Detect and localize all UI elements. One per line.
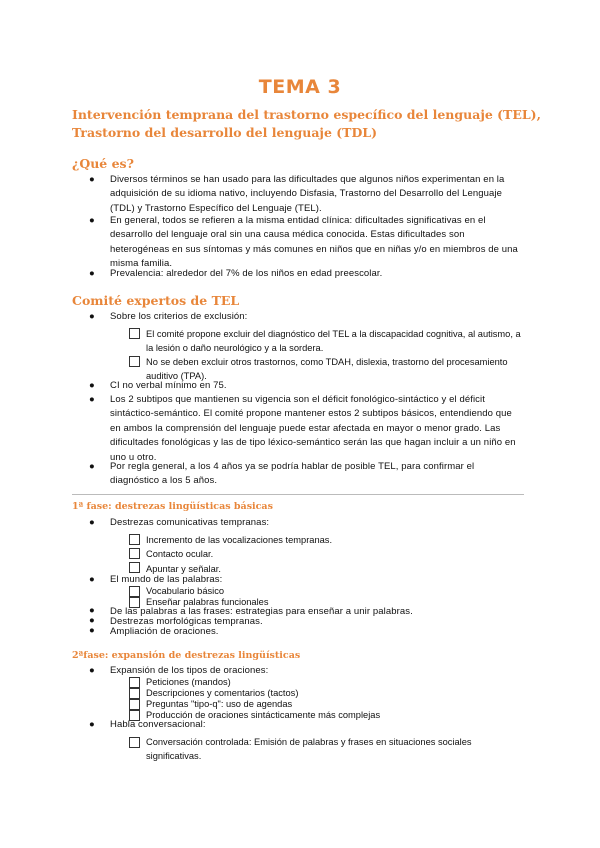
list-item: CI no verbal mínimo en 75. [110, 380, 227, 391]
page-title: TEMA 3 [258, 76, 342, 98]
bullet-icon: ● [89, 605, 95, 616]
checkbox[interactable] [129, 562, 140, 573]
bullet-icon: ● [89, 380, 95, 391]
bullet-icon: ● [89, 574, 95, 585]
bullet-icon: ● [89, 665, 95, 676]
checkbox[interactable] [129, 586, 140, 597]
checkbox-label: El comité propone excluir del diagnóstico del TEL a la discapacidad cognitiva, al autismo, a la lesión o daño neurológico y a la sordera. [146, 329, 521, 353]
list-item: De las palabras a las frases: estrategias para enseñar a unir palabras. [110, 606, 413, 617]
list-item: Por regla general, a los 4 años ya se podría hablar de posible TEL, para confirmar el diagnóstico a los 5 años. [110, 461, 475, 487]
checkbox[interactable] [129, 677, 140, 688]
heading-que-es: ¿Qué es? [72, 156, 134, 171]
bullet-icon: ● [89, 394, 95, 405]
heading-fase-1: 1ª fase: destrezas lingüísticas básicas [72, 501, 273, 512]
heading-comite: Comité expertos de TEL [72, 293, 240, 308]
list-item: Destrezas comunicativas tempranas: [110, 517, 270, 528]
checkbox-label: No se deben excluir otros trastornos, como TDAH, dislexia, trastorno del procesamiento auditivo (TPA). [146, 357, 508, 381]
checkbox[interactable] [129, 328, 140, 339]
checkbox-label: Vocabulario básico [146, 586, 225, 596]
list-item: Diversos términos se han usado para las dificultades que algunos niños experimentan en la adquisición de su idioma nativo, incluyendo Disfasia, Trastorno del Desarrollo del Lenguaje (TDL) y Trastorno Específico del Lenguaje (TEL). [110, 174, 505, 214]
subtitle-line-1: Intervención temprana del trastorno específico del lenguaje (TEL), [72, 107, 541, 122]
checkbox-label: Descripciones y comentarios (tactos) [146, 688, 299, 698]
list-item: Los 2 subtipos que mantienen su vigencia son el déficit fonológico-sintáctico y el déficit sintáctico-semántico. El comité propone mantener estos 2 subtipos básicos, entendiendo que en ambos la comprensión del lenguaje puede estar afectada en mayor o menor grado. Las dificultades fonológicas y las de tipo léxico-semántico serán las que hagan incluir a un niño en uno u otro. [110, 394, 516, 463]
list-item: Ampliación de oraciones. [110, 626, 219, 637]
divider [72, 494, 524, 495]
list-item: Expansión de los tipos de oraciones: [110, 665, 269, 676]
subtitle-line-2: Trastorno del desarrollo del lenguaje (TDL) [72, 125, 378, 140]
checkbox-label: Enseñar palabras funcionales [146, 597, 269, 607]
bullet-icon: ● [89, 461, 95, 472]
bullet-icon: ● [89, 215, 95, 226]
checkbox-label: Conversación controlada: Emisión de palabras y frases en situaciones sociales significativas. [146, 737, 472, 761]
checkbox-label: Peticiones (mandos) [146, 677, 231, 687]
list-item: Prevalencia: alrededor del 7% de los niños en edad preescolar. [110, 268, 383, 279]
bullet-icon: ● [89, 625, 95, 636]
checkbox-label: Preguntas "tipo-q": uso de agendas [146, 699, 293, 709]
list-item: En general, todos se refieren a la misma entidad clínica: dificultades significativas en el desarrollo del lenguaje oral sin una causa médica conocida. Estas dificultades son heterogéneas en sus síntomas y más comunes en niños que en niñas y/o en miembros de una misma familia. [110, 215, 518, 270]
checkbox[interactable] [129, 534, 140, 545]
checkbox-label: Producción de oraciones sintácticamente más complejas [146, 710, 381, 720]
list-item: El mundo de las palabras: [110, 574, 223, 585]
checkbox-label: Contacto ocular. [146, 549, 214, 559]
bullet-icon: ● [89, 719, 95, 730]
checkbox[interactable] [129, 356, 140, 367]
bullet-icon: ● [89, 311, 95, 322]
checkbox[interactable] [129, 548, 140, 559]
heading-fase-2: 2ªfase: expansión de destrezas lingüísticas [72, 650, 301, 661]
checkbox[interactable] [129, 688, 140, 699]
list-item: Sobre los criterios de exclusión: [110, 311, 248, 322]
bullet-icon: ● [89, 174, 95, 185]
bullet-icon: ● [89, 517, 95, 528]
checkbox-label: Incremento de las vocalizaciones tempranas. [146, 535, 333, 545]
list-item: Destrezas morfológicas tempranas. [110, 616, 263, 627]
bullet-icon: ● [89, 268, 95, 279]
checkbox[interactable] [129, 699, 140, 710]
checkbox[interactable] [129, 737, 140, 748]
bullet-icon: ● [89, 615, 95, 626]
checkbox-label: Apuntar y señalar. [146, 564, 221, 574]
list-item: Habla conversacional: [110, 719, 206, 730]
